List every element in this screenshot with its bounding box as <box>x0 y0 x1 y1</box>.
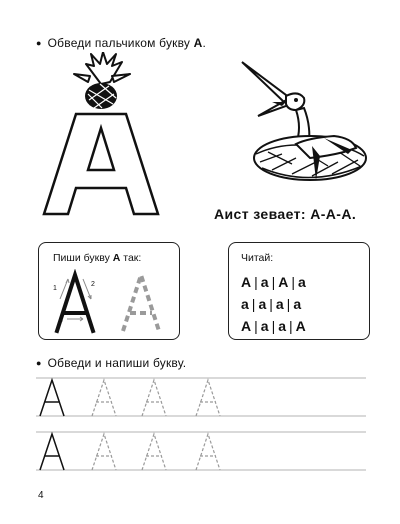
trace-letter-a <box>142 434 166 470</box>
instruction-trace-finger <box>36 36 206 50</box>
sample-letter-a <box>40 380 64 416</box>
read-grid <box>241 271 306 337</box>
instruction-text: Обведи пальчиком букву <box>47 36 194 50</box>
trace-letter-a <box>196 380 220 416</box>
sample-letter-a <box>40 434 64 470</box>
trace-letter-a <box>92 380 116 416</box>
read-row: а | а | а | а <box>241 296 302 312</box>
instruction-text: Обведи и напиши букву. <box>47 356 187 370</box>
trace-letter-a <box>92 434 116 470</box>
big-letter-a-figure <box>36 52 166 232</box>
bullet-icon: ● <box>36 358 42 368</box>
page-number: 4 <box>38 490 44 501</box>
instruction-trace-write <box>36 356 186 370</box>
read-box-title: Читай: <box>241 252 274 264</box>
instruction-letter: А <box>193 36 203 50</box>
dashed-letter-a <box>115 269 171 335</box>
handwriting-practice-lines <box>0 374 400 484</box>
write-box-letter: А <box>112 252 121 264</box>
stroke-number-2: 2 <box>91 281 95 288</box>
bullet-icon: ● <box>36 38 42 48</box>
stroke-number-1: 1 <box>53 285 57 292</box>
read-row: А | а | а | А <box>241 318 306 334</box>
stroke-number-3: 3 <box>59 317 63 324</box>
stork-caption: Аист зевает: А-А-А. <box>214 206 357 222</box>
read-box <box>228 242 370 340</box>
write-box-title: Пиши букву А так: <box>53 252 142 264</box>
stork-illustration <box>212 58 372 198</box>
stroke-order-letter-a <box>47 269 109 335</box>
write-letter-box <box>38 242 180 340</box>
instruction-end: . <box>202 36 207 50</box>
trace-letter-a <box>196 434 220 470</box>
trace-letter-a <box>142 380 166 416</box>
stork-icon <box>212 58 372 198</box>
pineapple-icon <box>36 52 166 232</box>
read-row: А | а | А | а <box>241 274 306 290</box>
